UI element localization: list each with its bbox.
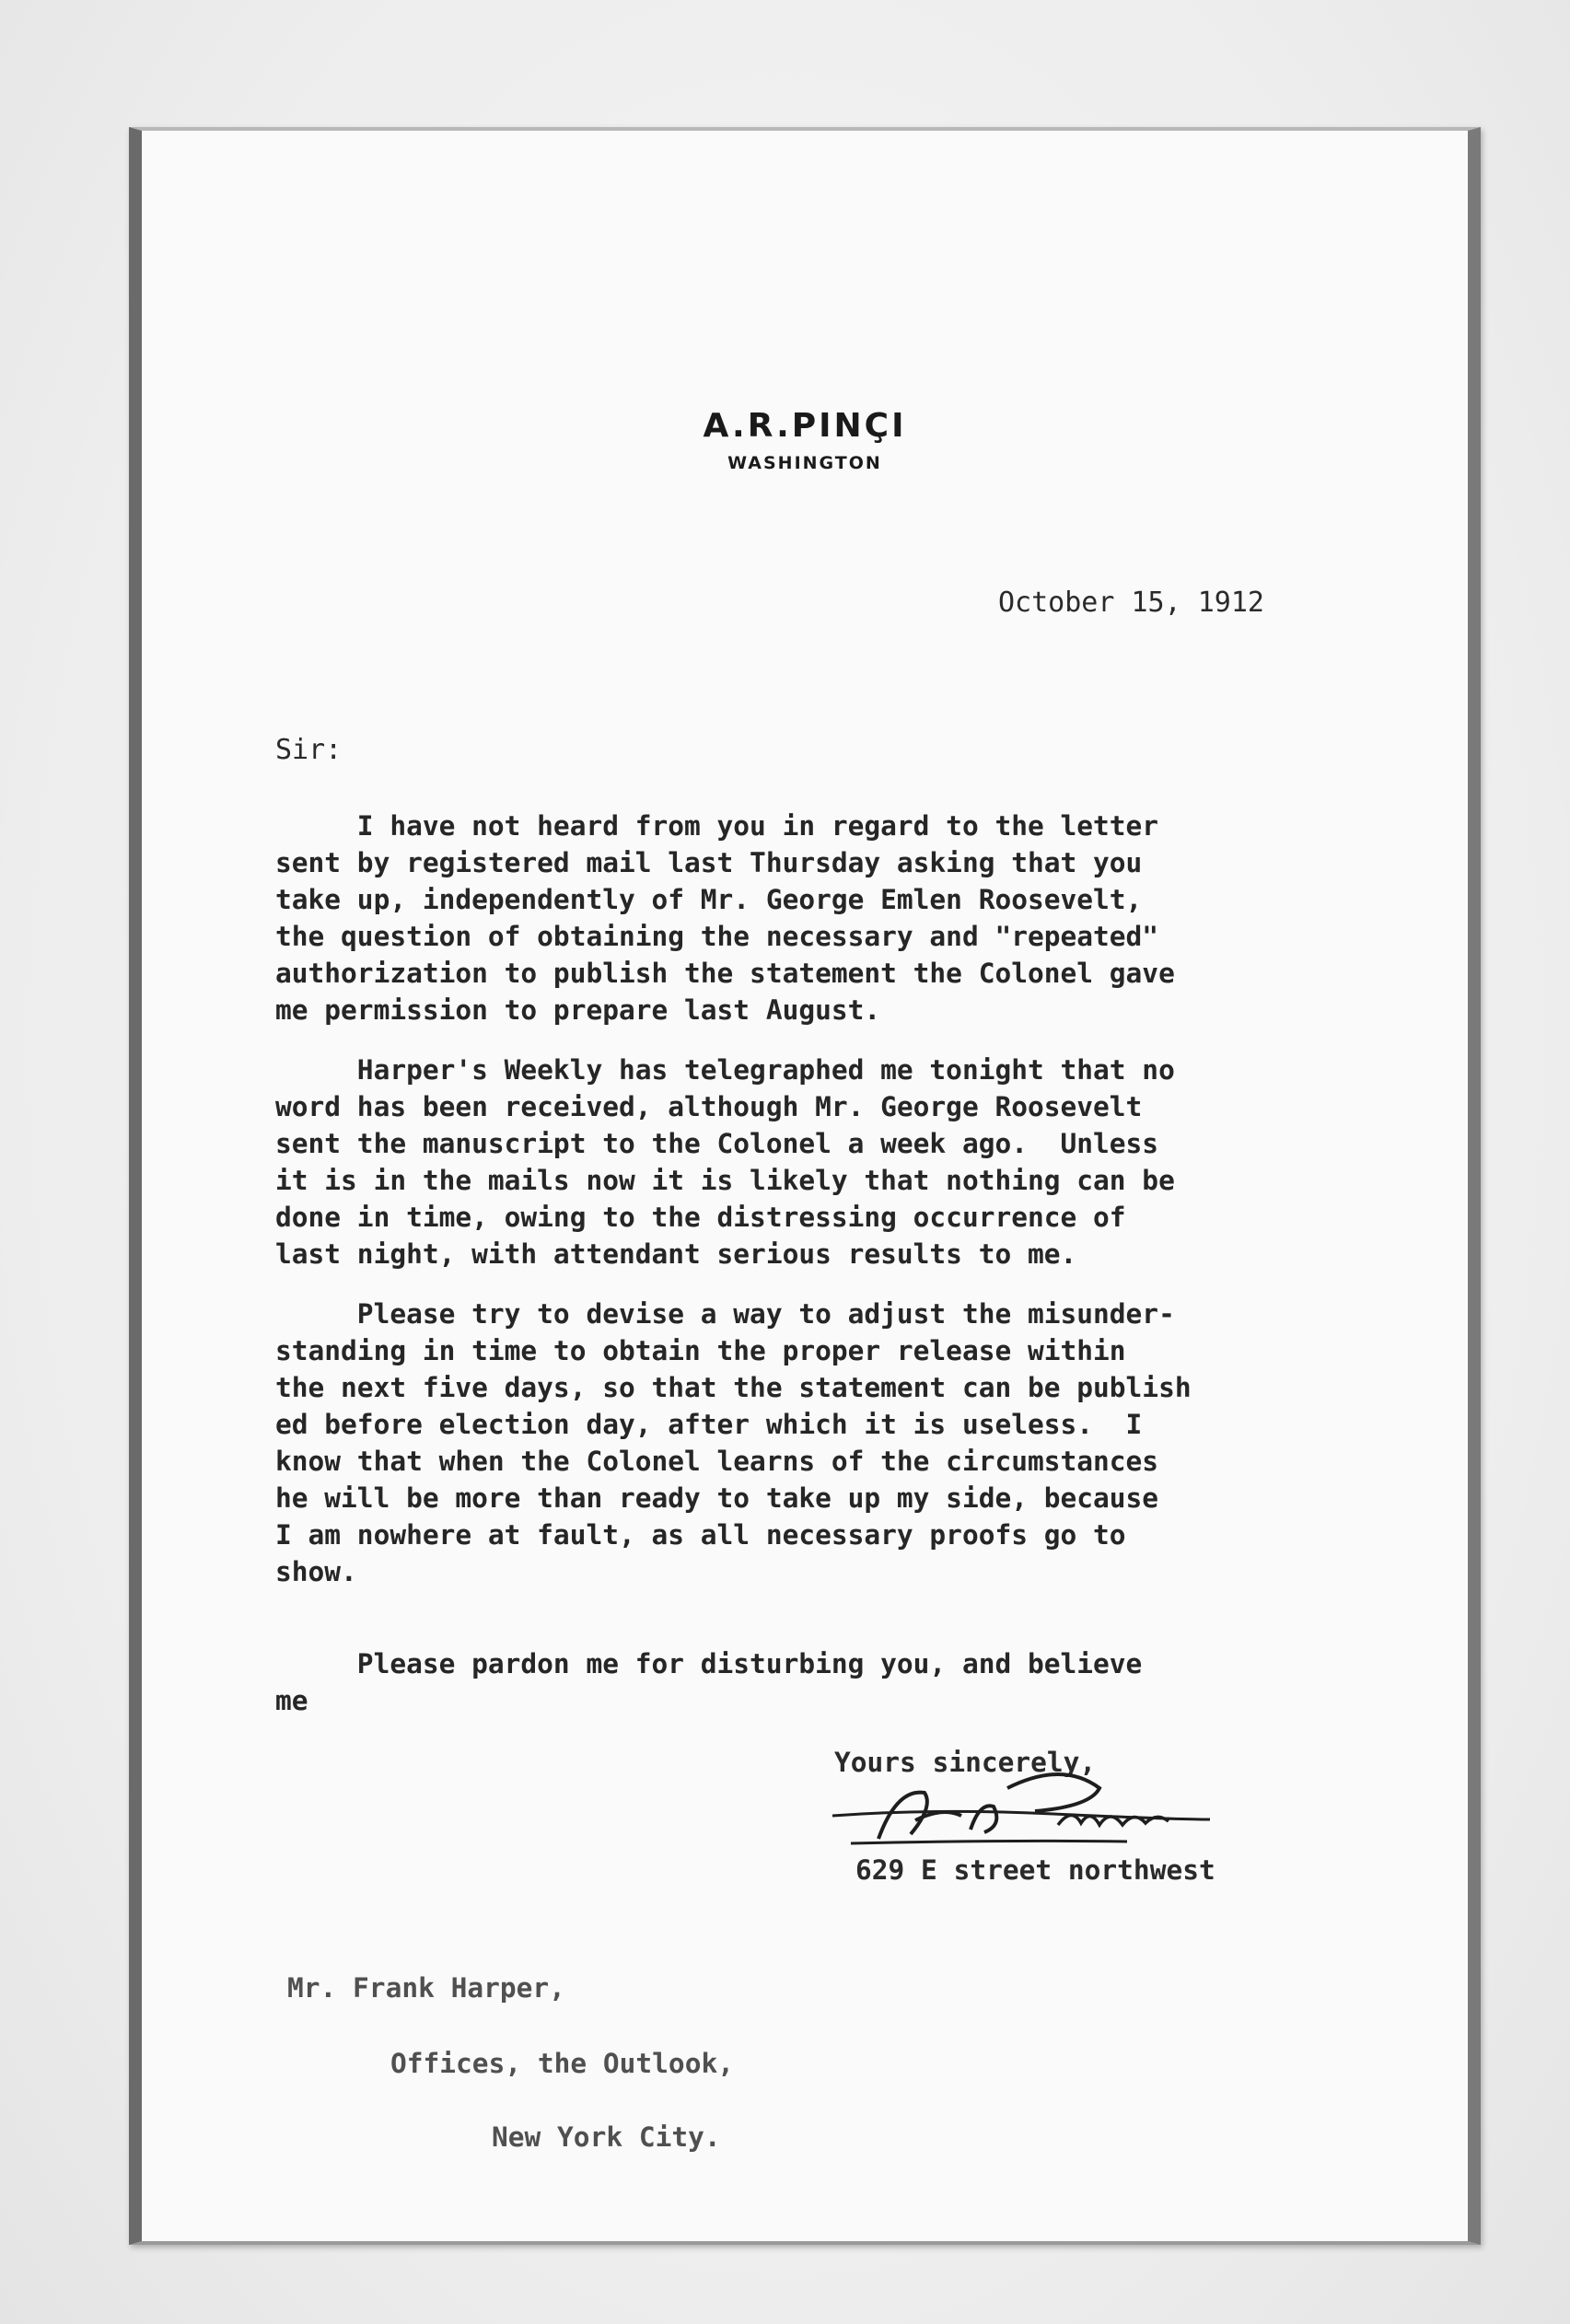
recipient-city: New York City. xyxy=(492,2121,721,2153)
body-paragraph-1: I have not heard from you in regard to the letter sent by registered mail last Thursday asking that you take up, independently of Mr. George Emlen Roosevelt, the question of obtaining the necessary and "repeated" authorization to publish the statement the Colonel gave me permission to prepare last August. xyxy=(275,810,1175,1026)
recipient-office: Offices, the Outlook, xyxy=(390,2048,734,2079)
body-paragraph-2: Harper's Weekly has telegraphed me tonight that no word has been received, although Mr. George Roosevelt sent the manuscript to the Colonel a week ago. Unless it is in the mails now it is likely that nothing can be done in time, owing to the distressing occurrence of last night, with attendant serious results to me. xyxy=(275,1054,1175,1270)
handwritten-signature xyxy=(823,1751,1228,1853)
letterhead-name: A.R.PINÇI xyxy=(703,407,907,445)
letter-page xyxy=(129,127,1481,2245)
salutation: Sir: xyxy=(275,734,343,766)
body-paragraph-4: Please pardon me for disturbing you, and believe me xyxy=(275,1648,1143,1716)
letterhead-city: WASHINGTON xyxy=(727,453,882,473)
body-paragraph-3: Please try to devise a way to adjust the misunder- standing in time to obtain the proper release within the next five days, so that the statement can be publish ed before election day, after which it is useless. I know that when the Colonel learns of the circumstances he will be more than ready to take up my side, because I am nowhere at fault, as all necessary proofs go to show. xyxy=(275,1298,1192,1587)
letter-date: October 15, 1912 xyxy=(998,587,1264,619)
recipient-name: Mr. Frank Harper, xyxy=(287,1972,565,2004)
sender-address: 629 E street northwest xyxy=(855,1854,1215,1886)
complimentary-close: Yours sincerely, xyxy=(834,1747,1097,1778)
